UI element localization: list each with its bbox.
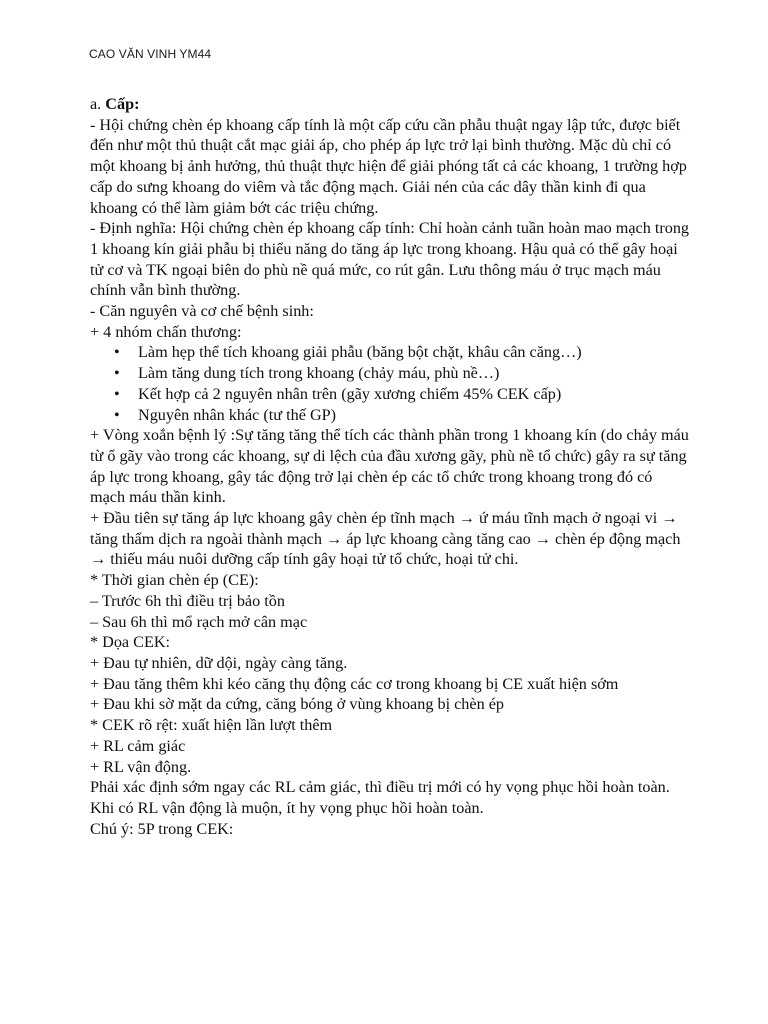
author-header: CAO VĂN VINH YM44 — [89, 47, 212, 61]
text-line: + RL vận động. — [90, 757, 192, 776]
definition-paragraph: - Định nghĩa: Hội chứng chèn ép khoang cấp tính: Chỉ hoàn cảnh tuần hoàn mao mạch trong 1 khoang kín giải phẫu bị thiểu năng do tăng áp lực trong khoang. Hậu quả có thể gây hoại tử cơ và TK ngoại biên do phù nề quá mức, co rút gân. Lưu thông máu ở trục mạch máu chính vẫn bình thường. — [90, 219, 690, 300]
section-heading — [90, 94, 690, 115]
list-item: • Kết hợp cả 2 nguyên nhân trên (gãy xương chiếm 45% CEK cấp) — [138, 384, 690, 405]
section-title: Cấp: — [105, 95, 140, 113]
conclusion-paragraph: Phải xác định sớm ngay các RL cảm giác, thì điều trị mới có hy vọng phục hồi hoàn toàn. Khi có RL vận động là muộn, ít hy vọng phục hồi hoàn toàn. — [90, 778, 670, 817]
trauma-groups-heading: + 4 nhóm chấn thương: — [90, 322, 242, 341]
compression-time-heading: * Thời gian chèn ép (CE): — [90, 571, 259, 590]
document-body — [90, 94, 690, 839]
text-line: + Đau tăng thêm khi kéo căng thụ động các cơ trong khoang bị CE xuất hiện sớm — [90, 674, 619, 693]
threatened-cek-heading: * Dọa CEK: — [90, 633, 171, 652]
text-line: + RL cảm giác — [90, 736, 186, 755]
pathology-cycle-paragraph: + Vòng xoắn bệnh lý :Sự tăng tăng thể tích các thành phần trong 1 khoang kín (do chảy máu từ ổ gãy vào trong các khoang, sự di lệch của đầu xương gãy, phù nề tổ chức) gây ra sự tăng áp lực trong khoang, gây tác động trở lại chèn ép các tổ chức trong khoang trong đó có mạch máu thần kinh. — [90, 426, 689, 507]
text-line: + Đau tự nhiên, dữ dội, ngày càng tăng. — [90, 653, 348, 672]
text-line: + Đau khi sờ mặt da cứng, căng bóng ở vùng khoang bị chèn ép — [90, 695, 504, 714]
cause-list — [90, 342, 690, 425]
text-line: – Sau 6h thì mổ rạch mở cân mạc — [90, 612, 308, 631]
list-item: • Làm tăng dung tích trong khoang (chảy máu, phù nề…) — [138, 363, 690, 384]
intro-paragraph: - Hội chứng chèn ép khoang cấp tính là một cấp cứu cần phẫu thuật ngay lập tức, được biết đến như một thủ thuật cắt mạc giải áp, cho phép áp lực trở lại bình thường. Mặc dù chỉ có một khoang bị ảnh hưởng, thủ thuật thực hiện để giải phóng tất cả các khoang, 1 trường hợp cấp do sưng khoang do viêm và tắc động mạch. Giải nén của các dây thần kinh đi qua khoang có thể làm giảm bớt các triệu chứng. — [90, 115, 687, 217]
mechanism-paragraph: + Đầu tiên sự tăng áp lực khoang gây chèn ép tĩnh mạch → ứ máu tĩnh mạch ở ngoại vi → tăng thẩm dịch ra ngoài thành mạch → áp lực khoang càng tăng cao → chèn ép động mạch → thiếu máu nuôi dưỡng cấp tính gây hoại tử tổ chức, hoại tử chi. — [90, 509, 681, 569]
list-item: • Nguyên nhân khác (tư thế GP) — [138, 405, 690, 426]
text-line: – Trước 6h thì điều trị bảo tồn — [90, 591, 285, 610]
section-prefix: a. — [90, 95, 106, 113]
list-item: • Làm hẹp thể tích khoang giải phẫu (băng bột chặt, khâu cân căng…) — [138, 342, 690, 363]
etiology-heading: - Căn nguyên và cơ chế bệnh sinh: — [90, 302, 314, 321]
note-line: Chú ý: 5P trong CEK: — [90, 819, 234, 838]
evident-cek-heading: * CEK rõ rệt: xuất hiện lần lượt thêm — [90, 716, 333, 735]
